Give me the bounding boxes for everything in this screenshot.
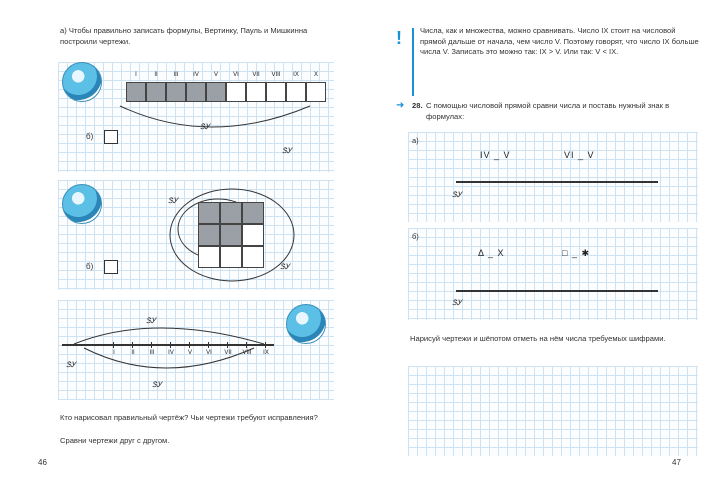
- question-2: Сравни чертежи друг с другом.: [60, 436, 170, 445]
- compare-b-2[interactable]: □ _ ✱: [562, 248, 590, 258]
- ruler-cell: [286, 82, 306, 102]
- grid-panel-a: [408, 132, 698, 222]
- grid-square: [242, 246, 264, 268]
- task-number: 28.: [412, 101, 423, 110]
- mark-4: ᏕᎩ: [280, 262, 290, 271]
- ruler-label: VII: [252, 72, 260, 78]
- compare-b-1[interactable]: Δ _ X: [478, 248, 505, 258]
- right-page: [360, 0, 720, 480]
- bracket-arc-2: [64, 318, 284, 388]
- number-line-label: VI: [206, 350, 212, 356]
- box-prefix-2: б): [86, 262, 94, 271]
- number-line-label: I: [113, 350, 115, 356]
- number-line-label: IV: [168, 350, 174, 356]
- ruler-label: II: [154, 72, 158, 78]
- mascot-2-icon: [62, 184, 102, 224]
- grid-square: [242, 224, 264, 246]
- note-text: Числа, как и множества, можно сравнивать. Число IX стоит на числовой прямой дальше от начала, чем число V. Поэтому говорят, что число IX больше числа V. Записать это можно так: IX > V. Или так: V < IX.: [420, 26, 699, 56]
- mark-5: ᏕᎩ: [146, 316, 156, 325]
- answer-box-2[interactable]: [104, 260, 118, 274]
- mascot-3-icon: [286, 304, 326, 344]
- task-arrow-icon: ➜: [396, 100, 405, 111]
- intro-text: а) Чтобы правильно записать формулы, Вертинку, Пауль и Мишкинна построили чертежи.: [60, 26, 308, 46]
- mark-a: ᏕᎩ: [452, 190, 462, 199]
- compare-a-1[interactable]: IV _ V: [480, 150, 511, 160]
- number-line-b: [456, 290, 658, 292]
- grid-square: [198, 246, 220, 268]
- number-line-label: VII: [224, 350, 232, 356]
- mark-6: ᏕᎩ: [66, 360, 76, 369]
- mark-b: ᏕᎩ: [452, 298, 462, 307]
- ruler-label: IX: [293, 72, 299, 78]
- number-line-a: [456, 181, 658, 183]
- bracket-arc-1: [100, 100, 330, 150]
- part-b-label: б): [412, 232, 419, 241]
- mark-3: ᏕᎩ: [168, 196, 178, 205]
- question-1: Кто нарисовал правильный чертёж? Чьи чертежи требуют исправления?: [60, 413, 318, 422]
- ruler-cell: [146, 82, 166, 102]
- ruler-label: VI: [233, 72, 239, 78]
- ruler-label: I: [135, 72, 137, 78]
- ruler-cell: [306, 82, 326, 102]
- ruler-cell: [166, 82, 186, 102]
- task-text: С помощью числовой прямой сравни числа и поставь нужный знак в формулах:: [426, 101, 670, 121]
- ruler-label: V: [213, 72, 218, 78]
- number-line-label: II: [131, 350, 135, 356]
- number-line-label: V: [187, 350, 192, 356]
- ruler-cell: [246, 82, 266, 102]
- page-number-left: 46: [38, 458, 47, 467]
- ruler-cell: [206, 82, 226, 102]
- ruler-cell: [186, 82, 206, 102]
- grid-square: [242, 202, 264, 224]
- footer-text: Нарисуй чертежи и шёпотом отметь на нём числа требуемых шифрами.: [410, 334, 666, 343]
- ruler-cell: [226, 82, 246, 102]
- compare-a-2[interactable]: VI _ V: [564, 150, 595, 160]
- grid-square: [220, 246, 242, 268]
- grid-square: [220, 202, 242, 224]
- part-a-label: а): [412, 136, 419, 145]
- ruler-label: IV: [193, 72, 199, 78]
- note-bar: [412, 28, 414, 96]
- grid-square: [198, 202, 220, 224]
- note-exclamation-icon: !: [396, 28, 402, 48]
- mascot-1-icon: [62, 62, 102, 102]
- grid-square: [220, 224, 242, 246]
- ruler-cell: [266, 82, 286, 102]
- number-line-label: III: [149, 350, 155, 356]
- page-number-right: 47: [672, 458, 681, 467]
- number-line-label: IX: [263, 350, 269, 356]
- mark-2: ᏕᎩ: [282, 146, 292, 155]
- answer-box-1[interactable]: [104, 130, 118, 144]
- ruler-label: VIII: [271, 72, 281, 78]
- mark-7: ᏕᎩ: [152, 380, 162, 389]
- number-line-label: VIII: [242, 350, 252, 356]
- ruler-label: III: [173, 72, 179, 78]
- box-prefix-1: б): [86, 132, 94, 141]
- grid-square: [198, 224, 220, 246]
- grid-panel-c: [408, 366, 698, 456]
- ruler-label: X: [313, 72, 318, 78]
- mark-1: ᏕᎩ: [200, 122, 210, 131]
- ruler-cell: [126, 82, 146, 102]
